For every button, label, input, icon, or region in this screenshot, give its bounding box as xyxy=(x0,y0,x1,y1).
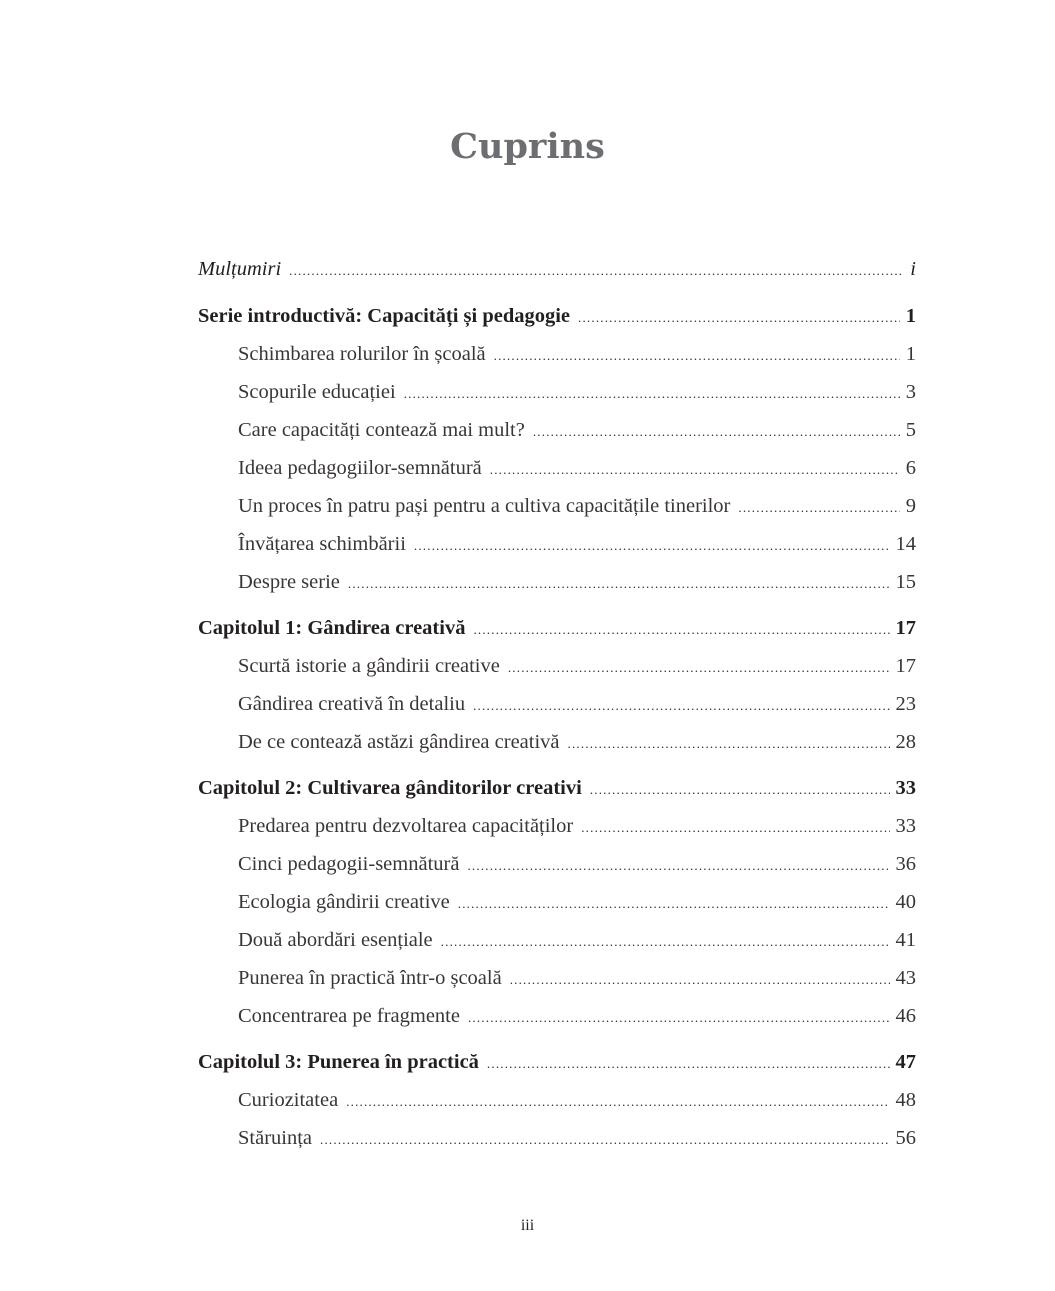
toc-entry[interactable] xyxy=(238,417,916,443)
toc-entry-page: 56 xyxy=(895,1127,916,1149)
toc-entry[interactable] xyxy=(238,889,916,915)
toc-entry-page: 46 xyxy=(895,1005,916,1027)
toc-entry-label: Schimbarea rolurilor în școală xyxy=(238,343,486,365)
dot-leader xyxy=(320,1127,889,1153)
toc-entry[interactable] xyxy=(238,653,916,679)
toc-entry[interactable] xyxy=(238,1003,916,1029)
toc-entry-label: Predarea pentru dezvoltarea capacităților xyxy=(238,815,574,837)
toc-entry[interactable] xyxy=(238,379,916,405)
toc-section-label: Serie introductivă: Capacități și pedagogie xyxy=(198,305,571,327)
toc-entry-label: De ce contează astăzi gândirea creativă xyxy=(238,731,560,753)
toc-entry-page: 33 xyxy=(895,815,916,837)
dot-leader xyxy=(468,1005,890,1031)
toc-entry-label: Învățarea schimbării xyxy=(238,533,406,555)
toc-entry-page: 6 xyxy=(905,457,916,479)
toc-entry[interactable] xyxy=(238,813,916,839)
toc-entry-label: Care capacități contează mai mult? xyxy=(238,419,525,441)
toc-entry[interactable] xyxy=(238,531,916,557)
dot-leader xyxy=(458,891,890,917)
toc-section-page: 47 xyxy=(895,1051,916,1073)
dot-leader xyxy=(508,655,890,681)
toc-entry-label: Stăruința xyxy=(238,1127,313,1149)
toc-section-label: Capitolul 1: Gândirea creativă xyxy=(198,617,466,639)
toc-entry-label: Despre serie xyxy=(238,571,340,593)
toc-entry-label: Mulțumiri xyxy=(198,258,282,280)
toc-entry[interactable] xyxy=(238,455,916,481)
dot-leader xyxy=(490,457,900,483)
dot-leader xyxy=(510,967,890,993)
dot-leader xyxy=(487,1051,890,1077)
dot-leader xyxy=(404,381,900,407)
toc-entry-page: 36 xyxy=(895,853,916,875)
toc-entry-page: 23 xyxy=(895,693,916,715)
dot-leader xyxy=(348,571,890,597)
toc-section-label: Capitolul 2: Cultivarea gânditorilor creativi xyxy=(198,777,582,799)
toc-entry-page: 3 xyxy=(905,381,916,403)
toc-entry-label: Curiozitatea xyxy=(238,1089,339,1111)
page-title: Cuprins xyxy=(450,126,605,167)
toc-entry[interactable] xyxy=(238,729,916,755)
toc-entry[interactable] xyxy=(238,691,916,717)
page-number: iii xyxy=(520,1217,535,1234)
dot-leader xyxy=(441,929,890,955)
toc-entry-page: i xyxy=(910,258,916,280)
toc-entry-label: Un proces în patru pași pentru a cultiva capacitățile tinerilor xyxy=(238,495,731,517)
toc-entry-multumiri[interactable] xyxy=(198,256,916,282)
toc-entry[interactable] xyxy=(238,1125,916,1151)
toc-entry-page: 48 xyxy=(895,1089,916,1111)
toc-entry-label: Concentrarea pe fragmente xyxy=(238,1005,460,1027)
toc-entry[interactable] xyxy=(238,493,916,519)
dot-leader xyxy=(473,617,889,643)
dot-leader xyxy=(414,533,890,559)
dot-leader xyxy=(738,495,899,521)
toc-entry[interactable] xyxy=(238,569,916,595)
toc-entry-page: 14 xyxy=(895,533,916,555)
dot-leader xyxy=(346,1089,889,1115)
toc-section-capitolul-1[interactable] xyxy=(198,615,916,641)
toc-entry-label: Cinci pedagogii-semnătură xyxy=(238,853,460,875)
dot-leader xyxy=(590,777,890,803)
toc-entry-label: Gândirea creativă în detaliu xyxy=(238,693,466,715)
dot-leader xyxy=(473,693,889,719)
toc-section-page: 17 xyxy=(895,617,916,639)
toc-entry[interactable] xyxy=(238,965,916,991)
toc-entry-label: Ideea pedagogiilor-semnătură xyxy=(238,457,482,479)
toc-entry[interactable] xyxy=(238,851,916,877)
toc-entry-page: 40 xyxy=(895,891,916,913)
toc-entry-label: Ecologia gândirii creative xyxy=(238,891,450,913)
toc-entry-page: 43 xyxy=(895,967,916,989)
toc-entry-page: 1 xyxy=(905,343,916,365)
dot-leader xyxy=(533,419,900,445)
toc-entry[interactable] xyxy=(238,341,916,367)
dot-leader xyxy=(494,343,900,369)
toc-entry[interactable] xyxy=(238,1087,916,1113)
toc-section-page: 1 xyxy=(905,305,916,327)
toc-entry-label: Punerea în practică într-o școală xyxy=(238,967,502,989)
toc-entry-page: 15 xyxy=(895,571,916,593)
toc-section-label: Capitolul 3: Punerea în practică xyxy=(198,1051,479,1073)
toc-entry-label: Scopurile educației xyxy=(238,381,396,403)
dot-leader xyxy=(568,731,890,757)
toc-section-capitolul-2[interactable] xyxy=(198,775,916,801)
dot-leader xyxy=(578,305,900,331)
toc-entry-page: 5 xyxy=(905,419,916,441)
dot-leader xyxy=(581,815,889,841)
toc-section-serie-introductiva[interactable] xyxy=(198,303,916,329)
toc-entry-page: 9 xyxy=(905,495,916,517)
toc-entry-label: Două abordări esențiale xyxy=(238,929,433,951)
toc-entry-page: 17 xyxy=(895,655,916,677)
toc-entry[interactable] xyxy=(238,927,916,953)
toc-entry-page: 28 xyxy=(895,731,916,753)
toc-section-page: 33 xyxy=(895,777,916,799)
toc-entry-label: Scurtă istorie a gândirii creative xyxy=(238,655,500,677)
dot-leader xyxy=(467,853,889,879)
toc-section-capitolul-3[interactable] xyxy=(198,1049,916,1075)
toc-entry-page: 41 xyxy=(895,929,916,951)
dot-leader xyxy=(289,258,904,284)
